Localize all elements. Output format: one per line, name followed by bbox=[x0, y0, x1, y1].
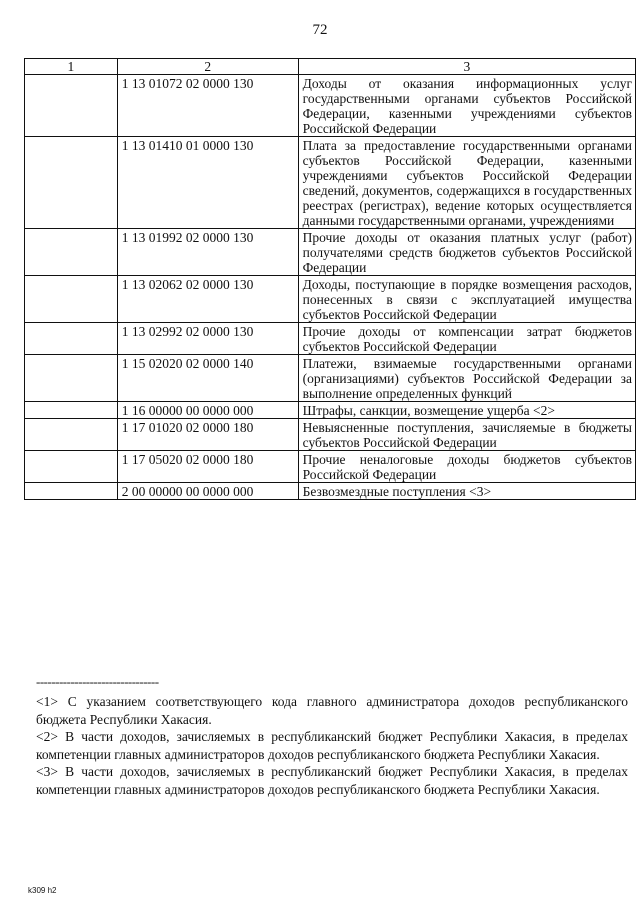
row-col1-cell bbox=[25, 323, 118, 355]
revenue-description-cell: Доходы, поступающие в порядке возмещения расходов, понесенных в связи с эксплуатацией имущества субъектов Российской Федерации bbox=[298, 276, 635, 323]
table-row bbox=[25, 451, 636, 483]
footnotes bbox=[36, 693, 628, 798]
revenue-description-cell: Доходы от оказания информационных услуг государственными органами субъектов Российской Федерации, казенными учреждениями субъектов Российской Федерации bbox=[298, 75, 635, 137]
revenue-code-cell: 1 13 01410 01 0000 130 bbox=[117, 137, 298, 229]
row-col1-cell bbox=[25, 229, 118, 276]
table-row bbox=[25, 419, 636, 451]
column-header-3: 3 bbox=[298, 59, 635, 75]
table-body bbox=[25, 75, 636, 500]
revenue-description-cell: Штрафы, санкции, возмещение ущерба <2> bbox=[298, 402, 635, 419]
page-number: 72 bbox=[312, 22, 328, 38]
revenue-code-cell: 1 13 02992 02 0000 130 bbox=[117, 323, 298, 355]
revenue-code-cell: 1 15 02020 02 0000 140 bbox=[117, 355, 298, 402]
row-col1-cell bbox=[25, 276, 118, 323]
revenue-description-cell: Невыясненные поступления, зачисляемые в бюджеты субъектов Российской Федерации bbox=[298, 419, 635, 451]
table-row bbox=[25, 229, 636, 276]
revenue-code-cell: 1 17 05020 02 0000 180 bbox=[117, 451, 298, 483]
row-col1-cell bbox=[25, 137, 118, 229]
row-col1-cell bbox=[25, 355, 118, 402]
row-col1-cell bbox=[25, 75, 118, 137]
revenue-code-cell: 1 13 01072 02 0000 130 bbox=[117, 75, 298, 137]
table-row bbox=[25, 483, 636, 500]
row-col1-cell bbox=[25, 402, 118, 419]
document-code: k309 h2 bbox=[28, 886, 57, 895]
table-row bbox=[25, 355, 636, 402]
revenue-code-cell: 1 13 02062 02 0000 130 bbox=[117, 276, 298, 323]
table-row bbox=[25, 276, 636, 323]
footnote-3: <3> В части доходов, зачисляемых в республиканский бюджет Республики Хакасия, в пределах компетенции главных администраторов доходов республиканского бюджета Республики Хакасия. bbox=[36, 764, 628, 797]
revenue-description-cell: Прочие доходы от компенсации затрат бюджетов субъектов Российской Федерации bbox=[298, 323, 635, 355]
revenue-code-cell: 1 17 01020 02 0000 180 bbox=[117, 419, 298, 451]
revenue-code-cell: 1 16 00000 00 0000 000 bbox=[117, 402, 298, 419]
revenue-code-cell: 2 00 00000 00 0000 000 bbox=[117, 483, 298, 500]
revenue-description-cell: Платежи, взимаемые государственными органами (организациями) субъектов Российской Федерации за выполнение определенных функций bbox=[298, 355, 635, 402]
table-row bbox=[25, 323, 636, 355]
table-row bbox=[25, 75, 636, 137]
row-col1-cell bbox=[25, 419, 118, 451]
footnote-separator: -------------------------------- bbox=[36, 674, 159, 689]
revenue-description-cell: Плата за предоставление государственными органами субъектов Российской Федерации, казенными учреждениями субъектов Российской Федерации сведений, документов, содержащихся в государственных реестрах (регистрах), ведение которых осуществляется данными государственными органами, учреждениями bbox=[298, 137, 635, 229]
footnote-2: <2> В части доходов, зачисляемых в республиканский бюджет Республики Хакасия, в пределах компетенции главных администраторов доходов республиканского бюджета Республики Хакасия. bbox=[36, 729, 628, 762]
table-row bbox=[25, 402, 636, 419]
column-header-2: 2 bbox=[117, 59, 298, 75]
revenue-code-cell: 1 13 01992 02 0000 130 bbox=[117, 229, 298, 276]
revenue-description-cell: Прочие неналоговые доходы бюджетов субъектов Российской Федерации bbox=[298, 451, 635, 483]
row-col1-cell bbox=[25, 451, 118, 483]
table-header-row bbox=[25, 59, 636, 75]
revenue-description-cell: Безвозмездные поступления <3> bbox=[298, 483, 635, 500]
revenue-description-cell: Прочие доходы от оказания платных услуг (работ) получателями средств бюджетов субъектов Российской Федерации bbox=[298, 229, 635, 276]
column-header-1: 1 bbox=[25, 59, 118, 75]
row-col1-cell bbox=[25, 483, 118, 500]
revenue-codes-table bbox=[24, 58, 636, 500]
table-row bbox=[25, 137, 636, 229]
footnote-1: <1> С указанием соответствующего кода главного администратора доходов республиканского бюджета Республики Хакасия. bbox=[36, 694, 628, 727]
